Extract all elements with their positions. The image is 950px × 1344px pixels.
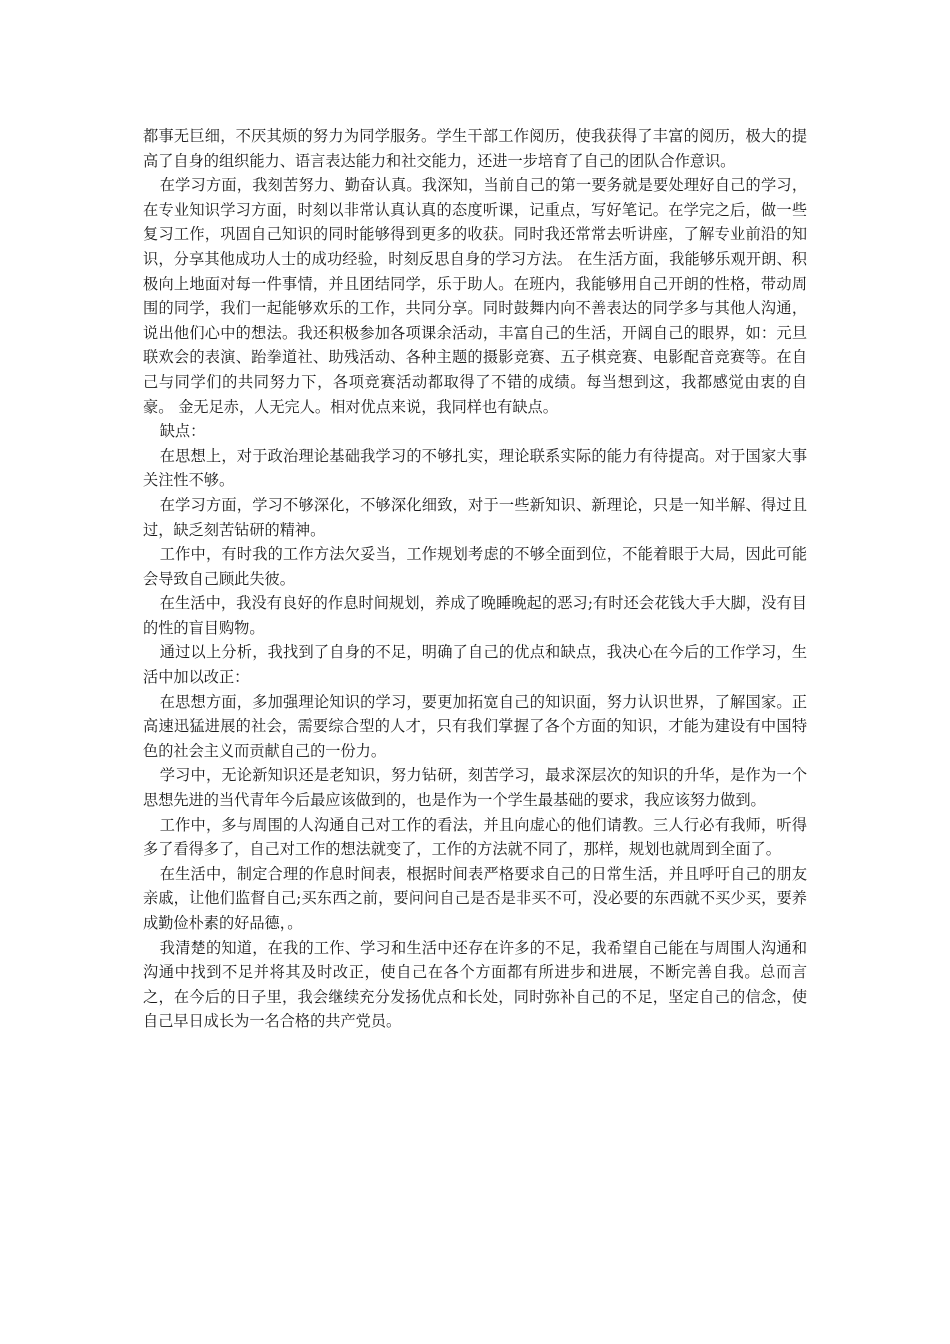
paragraph-1: 都事无巨细，不厌其烦的努力为同学服务。学生干部工作阅历，使我获得了丰富的阅历，极大的提高了自身的组织能力、语言表达能力和社交能力，还进一步培育了自己的团队合作意识。 bbox=[143, 127, 807, 170]
paragraph-4: 在思想上，对于政治理论基础我学习的不够扎实，理论联系实际的能力有待提高。对于国家大事关注性不够。 bbox=[143, 446, 807, 490]
paragraph-11: 工作中，多与周围的人沟通自己对工作的看法，并且向虚心的他们请教。三人行必有我师，听得多了看得多了，自己对工作的想法就变了，工作的方法就不同了，那样，规划也就周到全面了。 bbox=[143, 815, 807, 859]
paragraph-10: 学习中，无论新知识还是老知识，努力钻研，刻苦学习，最求深层次的知识的升华，是作为一个思想先进的当代青年今后最应该做到的，也是作为一个学生最基础的要求，我应该努力做到。 bbox=[143, 766, 807, 810]
paragraph-6: 工作中，有时我的工作方法欠妥当，工作规划考虑的不够全面到位，不能着眼于大局，因此可能会导致自己顾此失彼。 bbox=[143, 545, 807, 588]
paragraph-13: 我清楚的知道，在我的工作、学习和生活中还存在许多的不足，我希望自己能在与周围人沟通和沟通中找到不足并将其及时改正，使自己在各个方面都有所进步和进展，不断完善自我。总而言之，在今后的日子里，我会继续充分发扬优点和长处，同时弥补自己的不足，坚定自己的信念，使自己早日成长为一名合格的共产党员。 bbox=[143, 938, 807, 1031]
paragraph-9: 在思想方面，多加强理论知识的学习，要更加拓宽自己的知识面，努力认识世界，了解国家。正高速迅猛进展的社会，需要综合型的人才，只有我们掌握了各个方面的知识，才能为建设有中国特色的社会主义而贡献自己的一份力。 bbox=[143, 692, 807, 760]
paragraph-2: 在学习方面，我刻苦努力、勤奋认真。我深知，当前自己的第一要务就是要处理好自己的学习，在专业知识学习方面，时刻以非常认真认真的态度听课，记重点，写好笔记。在学完之后，做一些复习工作，巩固自己知识的同时能够得到更多的收获。同时我还常常去听讲座，了解专业前沿的知识，分享其他成功人士的成功经验，时刻反思自身的学习方法。 在生活方面，我能够乐观开朗、积极向上地面对每一件事情，并且团结同学，乐于助人。在班内，我能够用自己开朗的性格，带动周围的同学，我们一起能够欢乐的工作，共同分享。同时鼓舞内向不善表达的同学多与其他人沟通，说出他们心中的想法。我还积极参加各项课余活动，丰富自己的生活，开阔自己的眼界，如：元旦联欢会的表演、跆拳道社、助残活动、各种主题的摄影竞赛、五子棋竞赛、电影配音竞赛等。在自己与同学们的共同努力下，各项竞赛活动都取得了不错的成绩。每当想到这，我都感觉由衷的自豪。 金无足赤，人无完人。相对优点来说，我同样也有缺点。 bbox=[143, 176, 807, 416]
paragraph-12: 在生活中，制定合理的作息时间表，根据时间表严格要求自己的日常生活，并且呼吁自己的朋友亲戚，让他们监督自己;买东西之前，要问问自己是否是非买不可，没必要的东西就不买少买，要养成勤俭朴素的好品德，。 bbox=[143, 864, 807, 932]
paragraph-5: 在学习方面，学习不够深化，不够深化细致，对于一些新知识、新理论，只是一知半解、得过且过，缺乏刻苦钻研的精神。 bbox=[143, 495, 807, 539]
paragraph-7: 在生活中，我没有良好的作息时间规划，养成了晚睡晚起的恶习;有时还会花钱大手大脚，没有目的性的盲目购物。 bbox=[143, 594, 807, 637]
paragraph-3: 缺点： bbox=[159, 422, 206, 441]
document-body bbox=[143, 124, 807, 1034]
paragraph-8: 通过以上分析，我找到了自身的不足，明确了自己的优点和缺点，我决心在今后的工作学习，生活中加以改正： bbox=[143, 643, 807, 687]
